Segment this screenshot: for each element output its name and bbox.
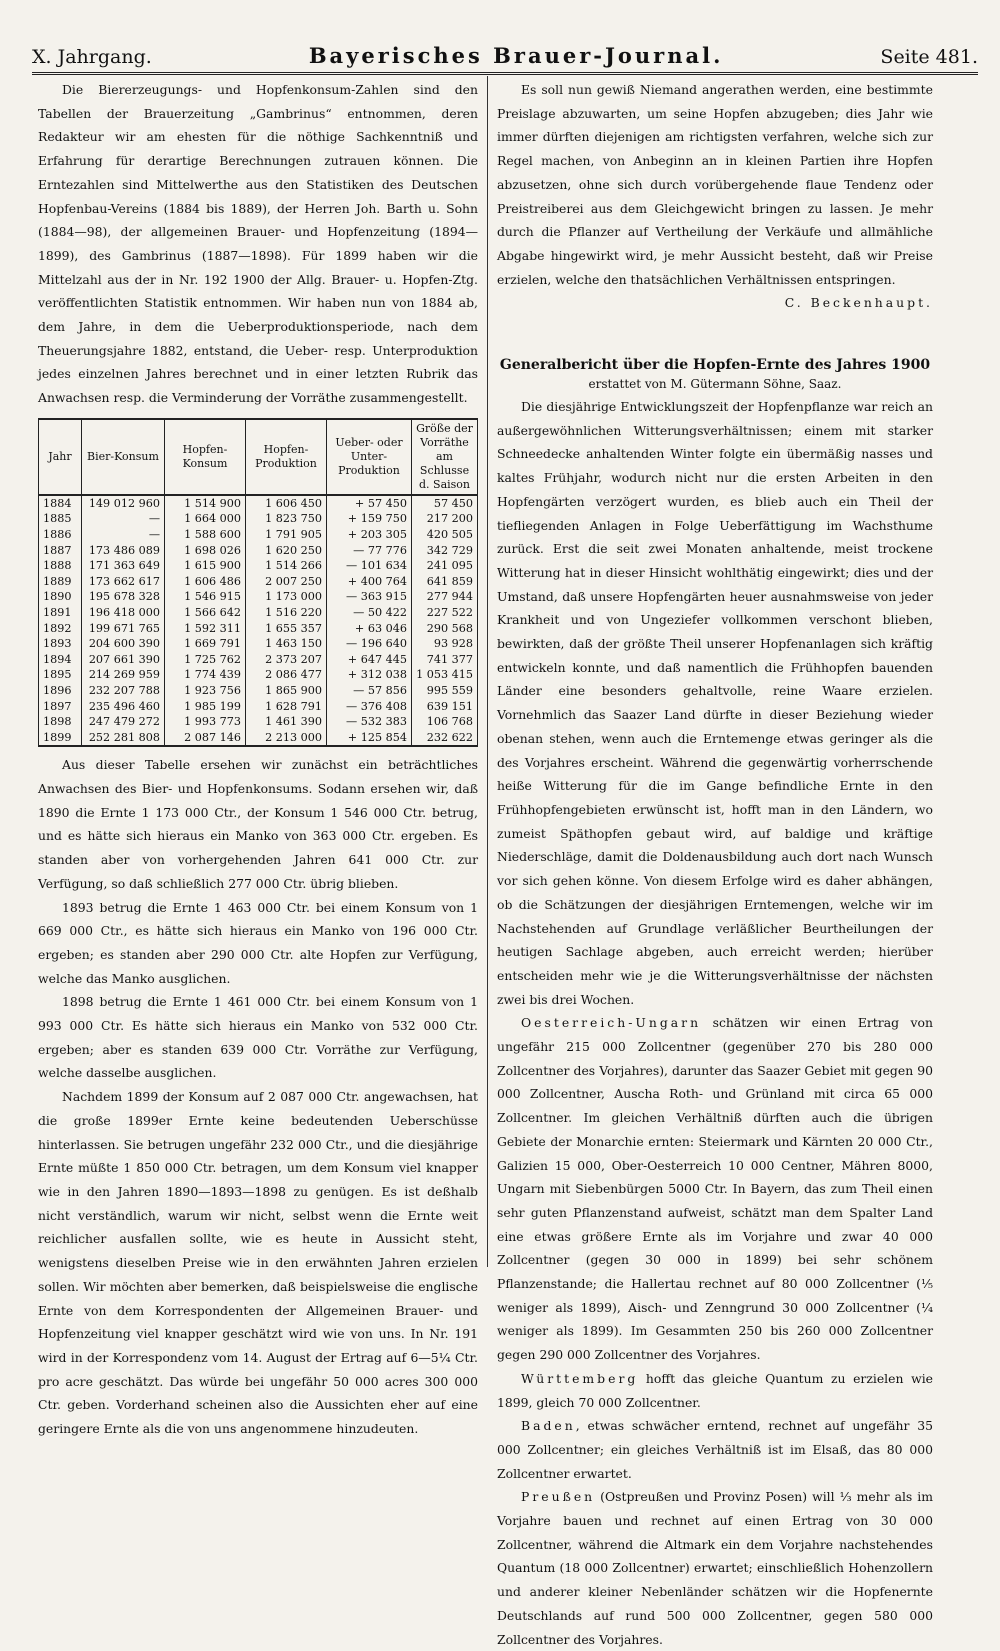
table-cell: 241 095	[412, 558, 478, 574]
table-cell: 1 985 199	[165, 699, 246, 715]
table-cell: 741 377	[412, 652, 478, 668]
author-signature: C. Beckenhaupt.	[784, 295, 933, 311]
column-divider	[487, 76, 488, 1267]
table-cell: + 647 445	[327, 652, 412, 668]
report-paragraph	[497, 1414, 933, 1485]
table-cell: 106 768	[412, 714, 478, 730]
column-header: Hopfen-Produktion	[246, 419, 327, 495]
table-cell: 1 669 791	[165, 636, 246, 652]
analysis-paragraph: Nachdem 1899 der Konsum auf 2 087 000 Ctr. angewachsen, hat die große 1899er Ernte keine bedeutenden Ueberschüsse hinterlassen. Sie betrugen ungefähr 232 000 Ctr., und die diesjährige Ernte müßte 1 850 000 Ctr. betragen, um dem Konsum viel knapper wie in den Jahren 1890—1893—1898 zu genügen. Es ist deßhalb nicht verständlich, warum wir nicht, selbst wenn die Ernte weit reichlicher ausfallen sollte, wie es heute in Aussicht steht, wenigstens dieselben Preise wie in den erwähnten Jahren erzielen sollen. Wir möchten aber bemerken, daß beispielsweise die englische Ernte von dem Korrespondenten der Allgemeinen Brauer- und Hopfenzeitung viel knapper geschätzt wird wie von uns. In Nr. 191 wird in der Korrespondenz vom 14. August der Ertrag auf 6—5¼ Ctr. pro acre geschätzt. Das würde bei ungefähr 50 000 acres 300 000 Ctr. geben. Vorderhand scheinen also die Aussichten eher auf eine geringere Ernte als die von uns angenommene hinzudeuten.	[38, 1089, 478, 1437]
table-cell: 2 086 477	[246, 667, 327, 683]
table-cell: 1896	[39, 683, 82, 699]
table-cell: 173 486 089	[82, 543, 165, 559]
table-cell: 1 791 905	[246, 527, 327, 543]
table-cell: 641 859	[412, 574, 478, 590]
table-cell: 1892	[39, 621, 82, 637]
table-cell: 171 363 649	[82, 558, 165, 574]
table-cell: 149 012 960	[82, 495, 165, 512]
table-row	[39, 543, 478, 559]
table-cell: 1 463 150	[246, 636, 327, 652]
table-row	[39, 495, 478, 512]
table-cell: 217 200	[412, 511, 478, 527]
table-cell: 1 588 600	[165, 527, 246, 543]
right-column	[497, 78, 933, 1651]
article-title: Generalbericht über die Hopfen-Ernte des Jahres 1900	[499, 357, 931, 374]
table-cell: — 363 915	[327, 589, 412, 605]
table-row	[39, 605, 478, 621]
table-cell: 1 566 642	[165, 605, 246, 621]
table-cell: 1 923 756	[165, 683, 246, 699]
table-cell: 232 207 788	[82, 683, 165, 699]
table-cell: 252 281 808	[82, 730, 165, 747]
table-cell: 207 661 390	[82, 652, 165, 668]
table-cell: 195 678 328	[82, 589, 165, 605]
table-cell: 1 725 762	[165, 652, 246, 668]
table-cell: 1 606 450	[246, 495, 327, 512]
page-header	[32, 32, 978, 75]
report-text: hofft das gleiche Quantum zu erzielen wie 1899, gleich 70 000 Zollcentner.	[497, 1370, 933, 1410]
table-row	[39, 714, 478, 730]
table-cell: + 159 750	[327, 511, 412, 527]
table-cell: 1898	[39, 714, 82, 730]
table-cell: 1 823 750	[246, 511, 327, 527]
table-cell: 2 087 146	[165, 730, 246, 747]
table-cell: 1 664 000	[165, 511, 246, 527]
table-cell: 1 546 915	[165, 589, 246, 605]
page-number: Seite 481.	[880, 46, 978, 68]
table-cell: 1 655 357	[246, 621, 327, 637]
table-cell: 995 559	[412, 683, 478, 699]
table-cell: 1888	[39, 558, 82, 574]
report-text: schätzen wir einen Ertrag von ungefähr 215 000 Zollcentner (gegenüber 270 bis 280 000 Zollcentner des Vorjahres), darunter das Saazer Gebiet mit gegen 90 000 Zollcentner, Auscha Roth- und Grünland mit circa 65 000 Zollcentner. Im gleichen Verhältniß dürften auch die übrigen Gebiete der Monarchie ernten: Steiermark und Kärnten 20 000 Ctr., Galizien 15 000, Ober-Oesterreich 10 000 Centner, Mähren 8000, Ungarn mit Siebenbürgen 5000 Ctr. In Bayern, das zum Theil einen sehr guten Pflanzenstand aufweist, schätzt man dem Spalter Land eine etwas größere Ernte als im Vorjahre und zwar 40 000 Zollcentner (gegen 30 000 in 1899) bei sehr schönem Pflanzenstande; die Hallertau rechnet auf 80 000 Zollcentner (⅕ weniger als 1899), Aisch- und Zenngrund 30 000 Zollcentner (¼ weniger als 1899). Im Gesammten 250 bis 260 000 Zollcentner gegen 290 000 Zollcentner des Vorjahres.	[497, 1015, 933, 1363]
table-cell: 1895	[39, 667, 82, 683]
table-cell: 290 568	[412, 621, 478, 637]
table-cell: 214 269 959	[82, 667, 165, 683]
table-cell: 1 461 390	[246, 714, 327, 730]
report-paragraph	[497, 1011, 933, 1367]
table-cell: 1890	[39, 589, 82, 605]
table-cell: — 532 383	[327, 714, 412, 730]
table-header-row	[39, 419, 478, 495]
table-cell: 1 993 773	[165, 714, 246, 730]
table-cell: 1887	[39, 543, 82, 559]
table-cell: 1 628 791	[246, 699, 327, 715]
table-row	[39, 511, 478, 527]
table-cell: — 376 408	[327, 699, 412, 715]
region-name: Baden	[521, 1418, 576, 1434]
table-cell: 342 729	[412, 543, 478, 559]
analysis-paragraph: 1898 betrug die Ernte 1 461 000 Ctr. bei einem Konsum von 1 993 000 Ctr. Es hätte sich hieraus ein Manko von 532 000 Ctr. ergeben; aber es standen 639 000 Ctr. Vorräthe zur Verfügung, welche dasselbe ausglichen.	[38, 994, 478, 1081]
table-cell: 232 622	[412, 730, 478, 747]
signature-line	[497, 291, 933, 315]
table-row	[39, 652, 478, 668]
table-cell: 173 662 617	[82, 574, 165, 590]
table-cell: 1899	[39, 730, 82, 747]
table-cell: 1 514 266	[246, 558, 327, 574]
table-cell: 1 173 000	[246, 589, 327, 605]
table-cell: + 400 764	[327, 574, 412, 590]
table-cell: 1897	[39, 699, 82, 715]
table-row	[39, 636, 478, 652]
table-cell: — 50 422	[327, 605, 412, 621]
analysis-paragraph: 1893 betrug die Ernte 1 463 000 Ctr. bei einem Konsum von 1 669 000 Ctr., es hätte sich hieraus ein Manko von 196 000 Ctr. ergeben; es standen aber 290 000 Ctr. alte Hopfen zur Verfügung, welche das Manko ausglichen.	[38, 899, 478, 986]
table-cell: + 203 305	[327, 527, 412, 543]
table-cell: — 196 640	[327, 636, 412, 652]
table-cell: 199 671 765	[82, 621, 165, 637]
table-cell: 1 606 486	[165, 574, 246, 590]
table-cell: 1884	[39, 495, 82, 512]
table-cell: — 77 776	[327, 543, 412, 559]
table-cell: 1891	[39, 605, 82, 621]
table-cell: —	[82, 527, 165, 543]
table-cell: 420 505	[412, 527, 478, 543]
table-cell: 1886	[39, 527, 82, 543]
table-row	[39, 527, 478, 543]
table-cell: 1 620 250	[246, 543, 327, 559]
table-cell: 93 928	[412, 636, 478, 652]
table-row	[39, 621, 478, 637]
table-row	[39, 683, 478, 699]
table-cell: — 57 856	[327, 683, 412, 699]
table-cell: 1 865 900	[246, 683, 327, 699]
table-cell: 1 698 026	[165, 543, 246, 559]
report-paragraph	[497, 1367, 933, 1414]
table-cell: + 125 854	[327, 730, 412, 747]
table-cell: 2 007 250	[246, 574, 327, 590]
table-row	[39, 730, 478, 747]
table-cell: 1 615 900	[165, 558, 246, 574]
table-cell: 1885	[39, 511, 82, 527]
table-row	[39, 589, 478, 605]
table-cell: 1893	[39, 636, 82, 652]
report-text: (Ostpreußen und Provinz Posen) will ⅓ mehr als im Vorjahre bauen und rechnet auf einen Ertrag von 30 000 Zollcentner, während die Altmark ein dem Vorjahre nachstehendes Quantum (18 000 Zollcentner) erwartet; einschließlich Hohenzollern und anderer kleiner Nebenländer schätzen wir die Hopfenernte Deutschlands auf rund 500 000 Zollcentner, gegen 580 000 Zollcentner des Vorjahres.	[497, 1489, 933, 1647]
volume-label: X. Jahrgang.	[32, 46, 152, 68]
table-cell: — 101 634	[327, 558, 412, 574]
table-cell: 57 450	[412, 495, 478, 512]
report-paragraph: Die diesjährige Entwicklungszeit der Hopfenpflanze war reich an außergewöhnlichen Witterungsverhältnissen; einem mit starker Schneedecke anhaltenden Winter folgte ein übermäßig nasses und kaltes Frühjahr, wodurch nicht nur die ersten Arbeiten in den Hopfengärten verzögert wurden, es blieb auch ein Theil der tiefliegenden Anlagen in Folge Ueberfättigung im Wachsthume zurück. Erst die seit zwei Monaten anhaltende, meist trockene Witterung hat in dieser Hinsicht wohlthätig eingewirkt; dies und der Umstand, daß unsere Hopfengärten heuer ausnahmsweise von jeder Krankheit und von Ungeziefer vollkommen verschont blieben, bewirkten, daß der größte Theil unserer Hopfenanlagen sich kräftig entwickeln konnte, und daß namentlich die Frühhopfen bauenden Länder eine besonders gehaltvolle, reine Waare erzielen. Vornehmlich das Saazer Land dürfte in dieser Beziehung wieder obenan stehen, wenn auch die Erntemenge etwas geringer als die des Vorjahres erscheint. Während die gegenwärtig vorherrschende heiße Witterung für die im Gange befindliche Ernte in den Frühhopfengebieten erwünscht ist, hofft man in den Ländern, wo zumeist Späthopfen gebaut wird, auf baldige und kräftige Niederschläge, damit die Doldenausbildung auch dort nach Wunsch vor sich gehen könne. Von diesem Erfolge wird es daher abhängen, ob die Schätzungen der diesjährigen Erntemengen, welche wir im Nachstehenden auf Grundlage verläßlicher Beurtheilungen der heutigen Sachlage abgeben, auch erreicht werden; hierüber entscheiden mehr wie je die Witterungsverhältnisse der nächsten zwei bis drei Wochen.	[497, 399, 933, 1007]
table-cell: 1 774 439	[165, 667, 246, 683]
column-header: Bier-Konsum	[82, 419, 165, 495]
closing-paragraph: Es soll nun gewiß Niemand angerathen werden, eine bestimmte Preislage abzuwarten, um seine Hopfen abzugeben; dies Jahr wie immer dürften diejenigen am richtigsten verfahren, welche sich zur Regel machen, von Anbeginn an in kleinen Partien ihre Hopfen abzusetzen, ohne sich durch vorübergehende flaue Tendenz oder Preistreiberei aus dem Gleichgewicht bringen zu lassen. Je mehr durch die Pflanzer auf Vertheilung der Verkäufe und allmähliche Abgabe hingewirkt wird, je mehr Aussicht besteht, daß wir Preise erzielen, welche den thatsächlichen Verhältnissen entspringen.	[497, 82, 933, 287]
table-cell: + 63 046	[327, 621, 412, 637]
region-name: Oesterreich-Ungarn	[521, 1015, 702, 1031]
table-cell: 1 053 415	[412, 667, 478, 683]
table-cell: + 312 038	[327, 667, 412, 683]
table-cell: 1 592 311	[165, 621, 246, 637]
table-cell: 227 522	[412, 605, 478, 621]
journal-title: Bayerisches Brauer-Journal.	[308, 43, 724, 68]
region-name: Preußen	[521, 1489, 596, 1505]
table-cell: 1 516 220	[246, 605, 327, 621]
table-cell: 2 373 207	[246, 652, 327, 668]
column-header: Hopfen-Konsum	[165, 419, 246, 495]
table-cell: 204 600 390	[82, 636, 165, 652]
article-byline: erstattet von M. Gütermann Söhne, Saaz.	[588, 377, 842, 392]
table-cell: 2 213 000	[246, 730, 327, 747]
column-header: Größe der Vorräthe am Schlusse d. Saison	[412, 419, 478, 495]
table-row	[39, 667, 478, 683]
table-cell: 235 496 460	[82, 699, 165, 715]
intro-paragraph: Die Biererzeugungs- und Hopfenkonsum-Zahlen sind den Tabellen der Brauerzeitung „Gambrinus“ entnommen, deren Redakteur wir am ehesten für die nöthige Sachkenntniß und Erfahrung für derartige Berechnungen zutrauen können. Die Erntezahlen sind Mittelwerthe aus den Statistiken des Deutschen Hopfenbau-Vereins (1884 bis 1889), der Herren Joh. Barth u. Sohn (1884—98), der allgemeinen Brauer- und Hopfenzeitung (1894—1899), des Gambrinus (1887—1898). Für 1899 haben wir die Mittelzahl aus der in Nr. 192 1900 der Allg. Brauer- u. Hopfen-Ztg. veröffentlichten Statistik entnommen. Wir haben nun von 1884 ab, dem Jahre, in dem die Ueberproduktionsperiode, nach dem Theuerungsjahre 1882, entstand, die Ueber- resp. Unterproduktion jedes einzelnen Jahres berechnet und in einer letzten Rubrik das Anwachsen resp. die Verminderung der Vorräthe zusammengestellt.	[38, 82, 478, 406]
column-header: Jahr	[39, 419, 82, 495]
table-cell: 196 418 000	[82, 605, 165, 621]
table-row	[39, 574, 478, 590]
table-row	[39, 558, 478, 574]
table-cell: 1889	[39, 574, 82, 590]
report-paragraph	[497, 1485, 933, 1651]
table-row	[39, 699, 478, 715]
table-cell: 639 151	[412, 699, 478, 715]
left-column	[38, 78, 478, 1441]
region-name: Württemberg	[521, 1370, 639, 1386]
hop-statistics-table	[38, 418, 478, 748]
report-text: , etwas schwächer erntend, rechnet auf ungefähr 35 000 Zollcentner; ein gleiches Verhältniß ist im Elsaß, das 80 000 Zollcentner erwartet.	[497, 1418, 933, 1481]
table-cell: 1 514 900	[165, 495, 246, 512]
table-cell: + 57 450	[327, 495, 412, 512]
table-cell: 1894	[39, 652, 82, 668]
table-cell: —	[82, 511, 165, 527]
table-cell: 277 944	[412, 589, 478, 605]
column-header: Ueber- oder Unter-Produktion	[327, 419, 412, 495]
analysis-paragraph: Aus dieser Tabelle ersehen wir zunächst ein beträchtliches Anwachsen des Bier- und Hopfenkonsums. Sodann ersehen wir, daß 1890 die Ernte 1 173 000 Ctr., der Konsum 1 546 000 Ctr. betrug, und es hätte sich hieraus ein Manko von 363 000 Ctr. ergeben. Es standen aber von vorhergehenden Jahren 641 000 Ctr. zur Verfügung, so daß schließlich 277 000 Ctr. übrig blieben.	[38, 757, 478, 891]
table-cell: 247 479 272	[82, 714, 165, 730]
